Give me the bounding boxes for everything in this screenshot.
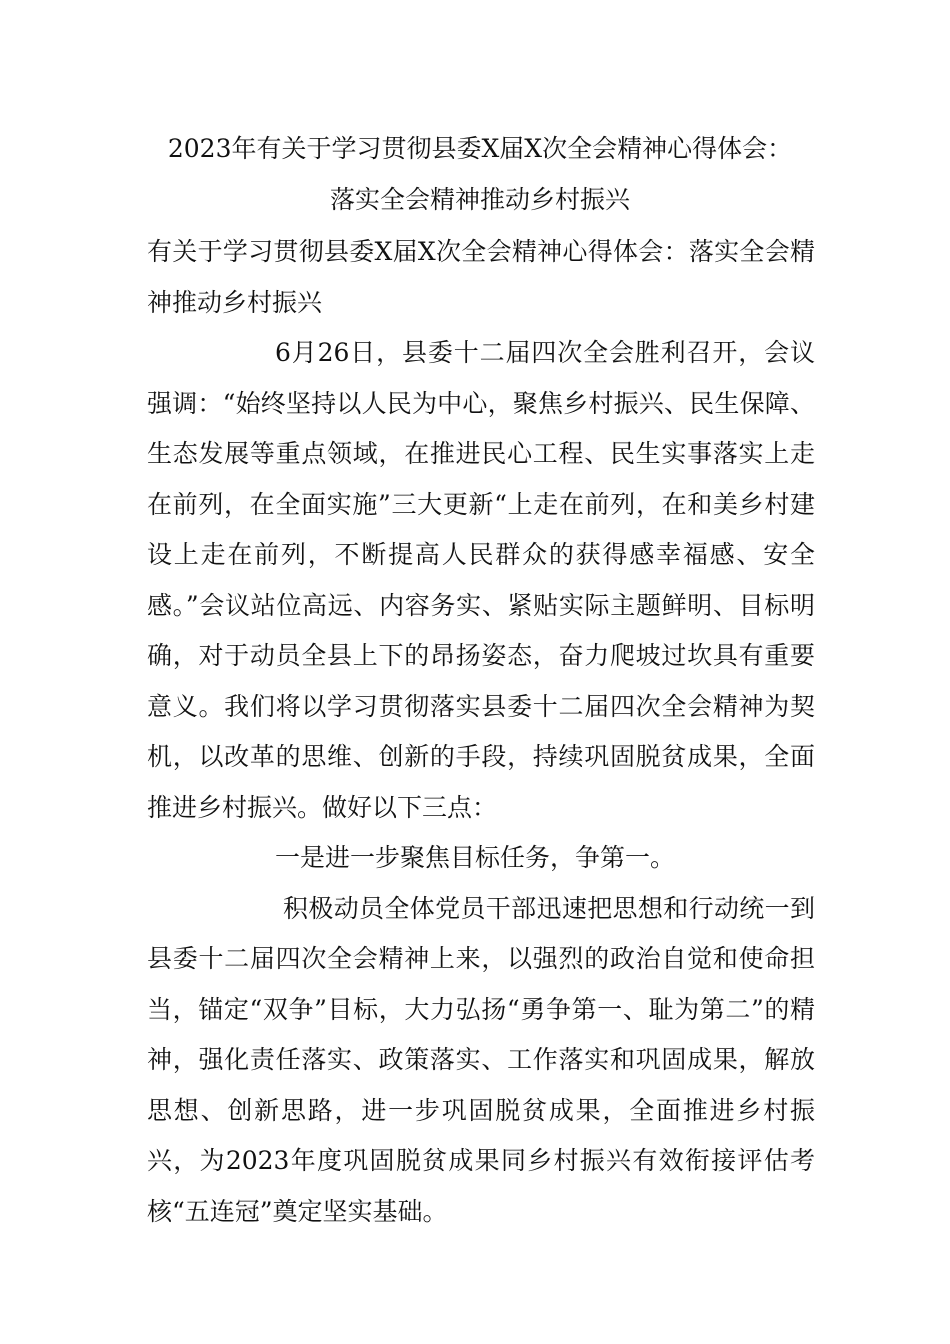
document-subtitle: 有关于学习贯彻县委X届X次全会精神心得体会：落实全会精神推动乡村振兴 — [147, 237, 815, 317]
body-paragraph-1: 6月26日，县委十二届四次全会胜利召开，会议强调：“始终坚持以人民为中心，聚焦乡村振兴、民生保障、生态发展等重点领域，在推进民心工程、民生实事落实上走在前列，在全面实施”三大更新“上走在前列，在和美乡村建设上走在前列，不断提高人民群众的获得感幸福感、安全感。”会议站位高远、内容务实、紧贴实际主题鲜明、目标明确，对于动员全县上下的昂扬姿态，奋力爬坡过坎具有重要意义。我们将以学习贯彻落实县委十二届四次全会精神为契机，以改革的思维、创新的手段，持续巩固脱贫成果，全面推进乡村振兴。做好以下三点： — [147, 338, 815, 822]
body-paragraph-2: 积极动员全体党员干部迅速把思想和行动统一到县委十二届四次全会精神上来，以强烈的政治自觉和使命担当，锚定“双争”目标，大力弘扬“勇争第一、耻为第二”的精神，强化责任落实、政策落实、工作落实和巩固成果，解放思想、创新思路，进一步巩固脱贫成果，全面推进乡村振兴，为2023年度巩固脱贫成果同乡村振兴有效衔接评估考核“五连冠”奠定坚实基础。 — [147, 893, 815, 1226]
document-title-line-2: 落实全会精神推动乡村振兴 — [329, 185, 630, 214]
document-title-line-1: 2023年有关于学习贯彻县委X届X次全会精神心得体会： — [167, 134, 793, 163]
section-heading-1: 一是进一步聚焦目标任务，争第一。 — [275, 843, 676, 872]
document-body — [147, 227, 815, 1237]
